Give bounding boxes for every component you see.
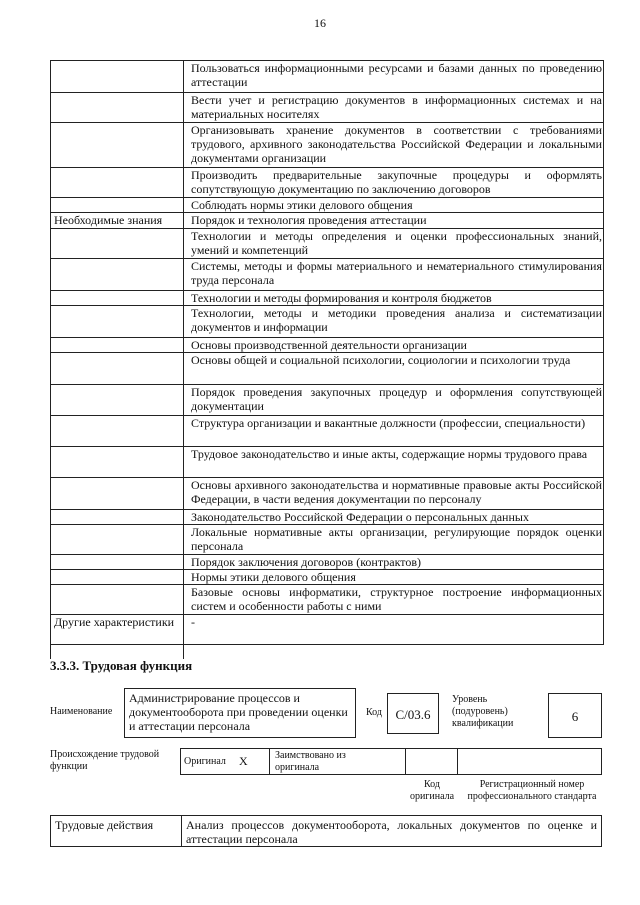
- table-cell: Нормы этики делового общения: [188, 570, 604, 585]
- name-value: Администрирование процессов и документооборота при проведении оценки и аттестации персонала: [124, 688, 356, 738]
- table-cell: Порядок проведения закупочных процедур и оформления сопутствующей документации: [188, 385, 604, 416]
- page-number: 16: [314, 16, 326, 30]
- actions-value: Анализ процессов документооборота, локальных документов по оценке и аттестации персонала: [186, 818, 597, 846]
- table-row: [50, 167, 604, 198]
- table-cell: Вести учет и регистрацию документов в информационных системах и на материальных носителях: [188, 93, 604, 123]
- table-cell: Трудовое законодательство и иные акты, содержащие нормы трудового права: [188, 447, 604, 478]
- table-cell: Технологии, методы и методики проведения анализа и систематизации документов и информации: [188, 306, 604, 338]
- other-label: Другие характеристики: [50, 615, 184, 645]
- table-cell: Технологии и методы формирования и контроля бюджетов: [188, 291, 604, 306]
- table-row: [50, 197, 604, 213]
- table-cell: Соблюдать нормы этики делового общения: [188, 198, 604, 213]
- origin-table: [180, 748, 602, 775]
- table-cell: Структура организации и вакантные должности (профессии, специальности): [188, 416, 604, 447]
- requirements-table: [50, 60, 604, 644]
- table-cell: Законодательство Российской Федерации о персональных данных: [188, 510, 604, 525]
- level-value: 6: [548, 693, 602, 738]
- actions-table: [50, 815, 602, 847]
- table-cell: Локальные нормативные акты организации, регулирующие порядок оценки персонала: [188, 525, 604, 555]
- table-cell: Пользоваться информационными ресурсами и базами данных по проведению аттестации: [188, 61, 604, 93]
- origin-label: Происхождение трудовой функции: [50, 749, 160, 772]
- table-cell: Технологии и методы определения и оценки профессиональных знаний, умений и компетенций: [188, 229, 604, 259]
- borrowed-label: Заимствовано из оригинала: [275, 750, 346, 773]
- table-cell: Порядок заключения договоров (контрактов): [188, 555, 604, 570]
- row-label: [50, 61, 184, 93]
- code-label: Код: [366, 707, 382, 718]
- table-cell: Базовые основы информатики, структурное построение информационных систем и особенности работы с ними: [188, 585, 604, 615]
- table-cell: Основы архивного законодательства и нормативные правовые акты Российской Федерации, в части ведения документации по персоналу: [188, 478, 604, 510]
- table-cell: Основы производственной деятельности организации: [188, 338, 604, 353]
- table-cell: Порядок и технология проведения аттестации: [188, 213, 604, 229]
- section-title: 3.3.3. Трудовая функция: [50, 658, 193, 673]
- table-cell: Системы, методы и формы материального и нематериального стимулирования труда персонала: [188, 259, 604, 291]
- original-mark: X: [239, 754, 248, 768]
- table-cell: Организовывать хранение документов в соответствии с требованиями трудового, архивного законодательства Российской Федерации и локальными документами организации: [188, 123, 604, 168]
- reg-number-caption: Регистрационный номер профессионального стандарта: [467, 779, 597, 802]
- table-row: [50, 92, 604, 123]
- original-label: Оригинал: [184, 756, 226, 767]
- code-value: C/03.6: [387, 693, 439, 734]
- table-row: [50, 212, 604, 229]
- knowledge-label: Необходимые знания: [50, 213, 184, 659]
- actions-label: Трудовые действия: [55, 818, 154, 832]
- table-row: [50, 60, 604, 93]
- level-label: Уровень (подуровень) квалификации: [452, 694, 514, 729]
- table-cell: Производить предварительные закупочные процедуры и оформлять сопутствующую документацию по заключению договоров: [188, 168, 604, 198]
- orig-code-caption: Код оригинала: [409, 779, 455, 802]
- table-cell: Основы общей и социальной психологии, социологии и психологии труда: [188, 353, 604, 385]
- table-cell: -: [188, 615, 604, 645]
- table-row: [50, 122, 604, 168]
- name-label: Наименование: [50, 706, 113, 717]
